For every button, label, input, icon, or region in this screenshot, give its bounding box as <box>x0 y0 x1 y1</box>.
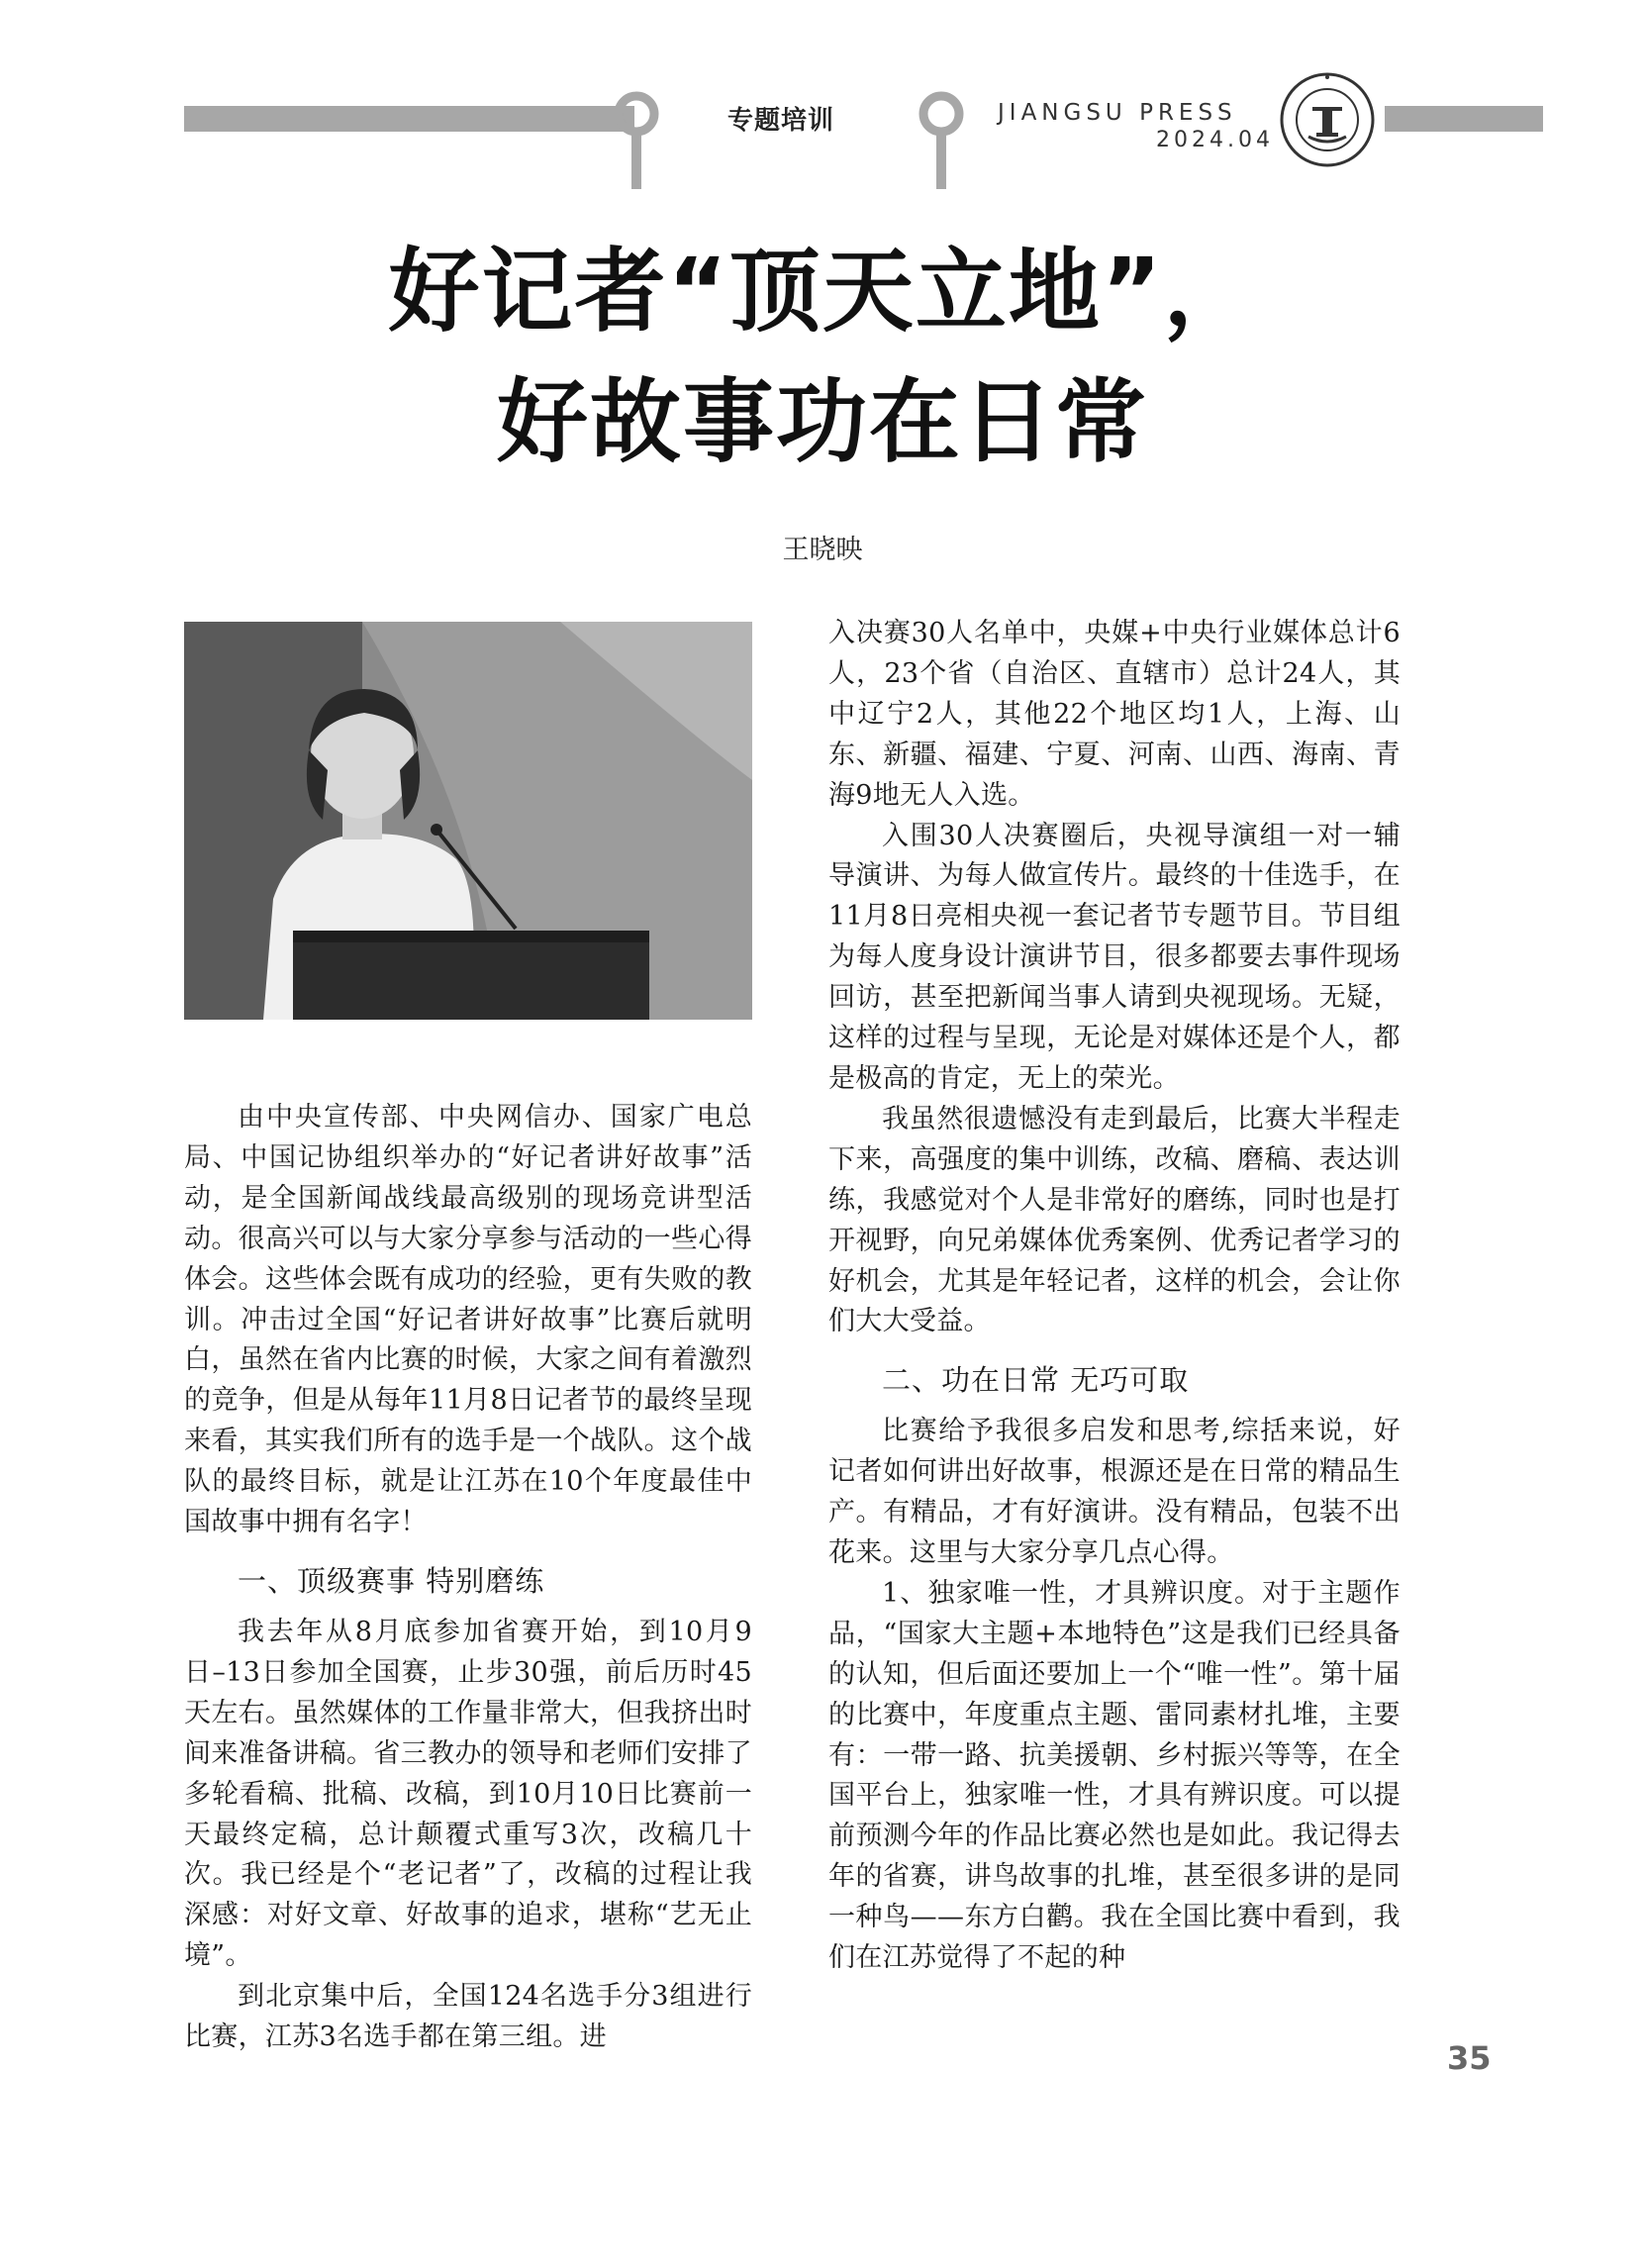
section-heading-1: 一、顶级赛事 特别磨练 <box>238 1563 545 1598</box>
header-rule-left <box>184 106 634 132</box>
paragraph: 到北京集中后，全国124名选手分3组进行比赛，江苏3名选手都在第三组。进 <box>184 1981 752 2053</box>
association-seal-logo <box>1279 71 1376 168</box>
section-heading-2: 二、功在日常 无巧可取 <box>882 1363 1190 1398</box>
right-text-column <box>828 614 1401 1979</box>
page-number: 35 <box>1447 2039 1492 2077</box>
speaker-photo <box>184 622 752 1020</box>
article-title-line-2: 好故事功在日常 <box>496 369 1148 475</box>
article-title-line-1: 好记者“顶天立地”， <box>388 239 1257 345</box>
paragraph: 入决赛30人名单中，央媒+中央行业媒体总计6人，23个省（自治区、直辖市）总计24人，其中辽宁2人，其他22个地区均1人，上海、山东、新疆、福建、宁夏、河南、山西、海南、青海9地无人入选。 <box>828 618 1401 811</box>
left-text-column <box>184 1098 752 2058</box>
location-pin-icon <box>610 87 663 194</box>
paragraph: 1、独家唯一性，才具辨识度。对于主题作品，“国家大主题+本地特色”这是我们已经具备的认知，但后面还要加上一个“唯一性”。第十届的比赛中，年度重点主题、雷同素材扎堆，主要有：一带一路、抗美援朝、乡村振兴等等，在全国平台上，独家唯一性，才具有辨识度。可以提前预测今年的作品比赛必然也是如此。我记得去年的省赛，讲鸟故事的扎堆，甚至很多讲的是同一种鸟——东方白鹳。我在全国比赛中看到，我们在江苏觉得了不起的种 <box>828 1577 1401 1974</box>
magazine-name <box>998 99 1275 154</box>
section-label: 专题培训 <box>727 106 835 136</box>
paragraph: 我虽然很遗憾没有走到最后，比赛大半程走下来，高强度的集中训练，改稿、磨稿、表达训练，我感觉对个人是非常好的磨练，同时也是打开视野，向兄弟媒体优秀案例、优秀记者学习的好机会，尤其是年轻记者，这样的机会，会让你们大大受益。 <box>828 1103 1401 1337</box>
paragraph: 比赛给予我很多启发和思考,综括来说，好记者如何讲出好故事，根源还是在日常的精品生产。有精品，才有好演讲。没有精品，包装不出花来。这里与大家分享几点心得。 <box>828 1416 1401 1569</box>
magazine-title: JIANGSU PRESS <box>998 100 1237 126</box>
header-rule-right <box>1385 106 1543 132</box>
paragraph: 入围30人决赛圈后，央视导演组一对一辅导演讲、为每人做宣传片。最终的十佳选手，在11月8日亮相央视一套记者节专题节目。节目组为每人度身设计演讲节目，很多都要去事件现场回访，甚至把新闻当事人请到央视现场。无疑，这样的过程与呈现，无论是对媒体还是个人，都是极高的肯定，无上的荣光。 <box>828 820 1401 1094</box>
author-name: 王晓映 <box>782 535 863 565</box>
paragraph: 我去年从8月底参加省赛开始，到10月9日–13日参加全国赛，止步30强，前后历时45天左右。虽然媒体的工作量非常大，但我挤出时间来准备讲稿。省三教办的领导和老师们安排了多轮看稿、批稿、改稿，到10月10日比赛前一天最终定稿，总计颠覆式重写3次，改稿几十次。我已经是个“老记者”了，改稿的过程让我深感：对好文章、好故事的追求，堪称“艺无止境”。 <box>184 1616 752 1972</box>
paragraph: 由中央宣传部、中央网信办、国家广电总局、中国记协组织举办的“好记者讲好故事”活动，是全国新闻战线最高级别的现场竞讲型活动。很高兴可以与大家分享参与活动的一些心得体会。这些体会既有成功的经验，更有失败的教训。冲击过全国“好记者讲好故事”比赛后就明白，虽然在省内比赛的时候，大家之间有着激烈的竞争，但是从每年11月8日记者节的最终呈现来看，其实我们所有的选手是一个战队。这个战队的最终目标，就是让江苏在10个年度最佳中国故事中拥有名字！ <box>184 1102 752 1538</box>
issue-number: 2024.04 <box>1156 128 1274 152</box>
location-pin-icon <box>915 87 968 194</box>
